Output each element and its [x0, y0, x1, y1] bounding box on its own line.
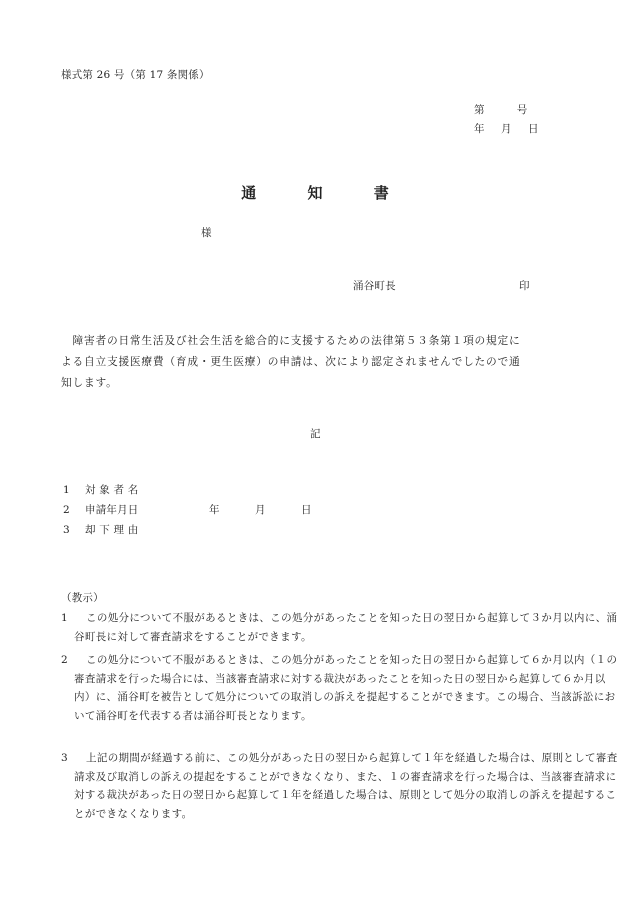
list-item [63, 483, 138, 497]
instruction-item [61, 609, 621, 649]
instruction-item [61, 651, 621, 747]
body-line: 障害者の日常生活及び社会生活を総合的に支援するための法律第５３条第１項の規定に [61, 334, 521, 347]
list-item [63, 523, 138, 537]
addressee-suffix: 様 [201, 227, 212, 239]
instruction-number: 2 [61, 654, 69, 666]
document-number: 第 号 [474, 104, 528, 116]
record-heading: 記 [310, 428, 321, 440]
item-number: 1 [63, 484, 70, 496]
body-line: よる自立支援医療費（育成・更生医療）の申請は、次により認定されませんでしたので通 [61, 354, 521, 368]
body-line: 知します。 [61, 375, 118, 389]
issuer-name: 涌谷町長 [353, 280, 396, 292]
instruction-text: この処分について不服があるときは、この処分があったことを知った日の翌日から起算して３か月以内に、涌谷町長に対して審査請求をすることができます。 [74, 612, 618, 643]
item-number: 3 [63, 524, 70, 536]
form-number: 様式第 26 号（第 17 条関係） [61, 69, 210, 81]
instruction-heading: （教示） [61, 592, 104, 604]
item-label: 却 下 理 由 [85, 524, 139, 536]
instruction-number: 3 [61, 752, 69, 764]
list-item [63, 503, 139, 517]
item-number: 2 [63, 504, 70, 516]
application-date-value: 年 月 日 [209, 504, 313, 516]
instruction-number: 1 [61, 612, 69, 624]
title-char: 通 [241, 184, 257, 202]
title-char: 書 [373, 184, 389, 202]
title-char: 知 [307, 184, 323, 202]
item-label: 対 象 者 名 [85, 484, 139, 496]
seal-mark: 印 [519, 280, 530, 292]
page-title [0, 182, 630, 203]
instruction-item [61, 749, 621, 827]
item-label: 申請年月日 [85, 504, 139, 516]
instruction-text: 上記の期間が経過する前に、この処分があった日の翌日から起算して１年を経過した場合は、原則として審査請求及び取消しの訴えの提起をすることができなくなり、また、１の審査請求を行った場合は、当該審査請求に対する裁決があった日の翌日から起算して１年を経過した場合は、原則として処分の取消しの訴えを提起することができなくなります。 [74, 752, 618, 821]
issue-date: 年 月 日 [474, 123, 542, 135]
body-paragraph [61, 331, 521, 393]
instruction-text: この処分について不服があるときは、この処分があったことを知った日の翌日から起算して６か月以内（１の審査請求を行った場合には、当該審査請求に対する裁決があったことを知った日の翌日から起算して６か月以内）に、涌谷町を被告として処分についての取消しの訴えを提起することができます。この場合、当該訴訟において涌谷町を代表する者は涌谷町長となります。 [74, 654, 618, 723]
